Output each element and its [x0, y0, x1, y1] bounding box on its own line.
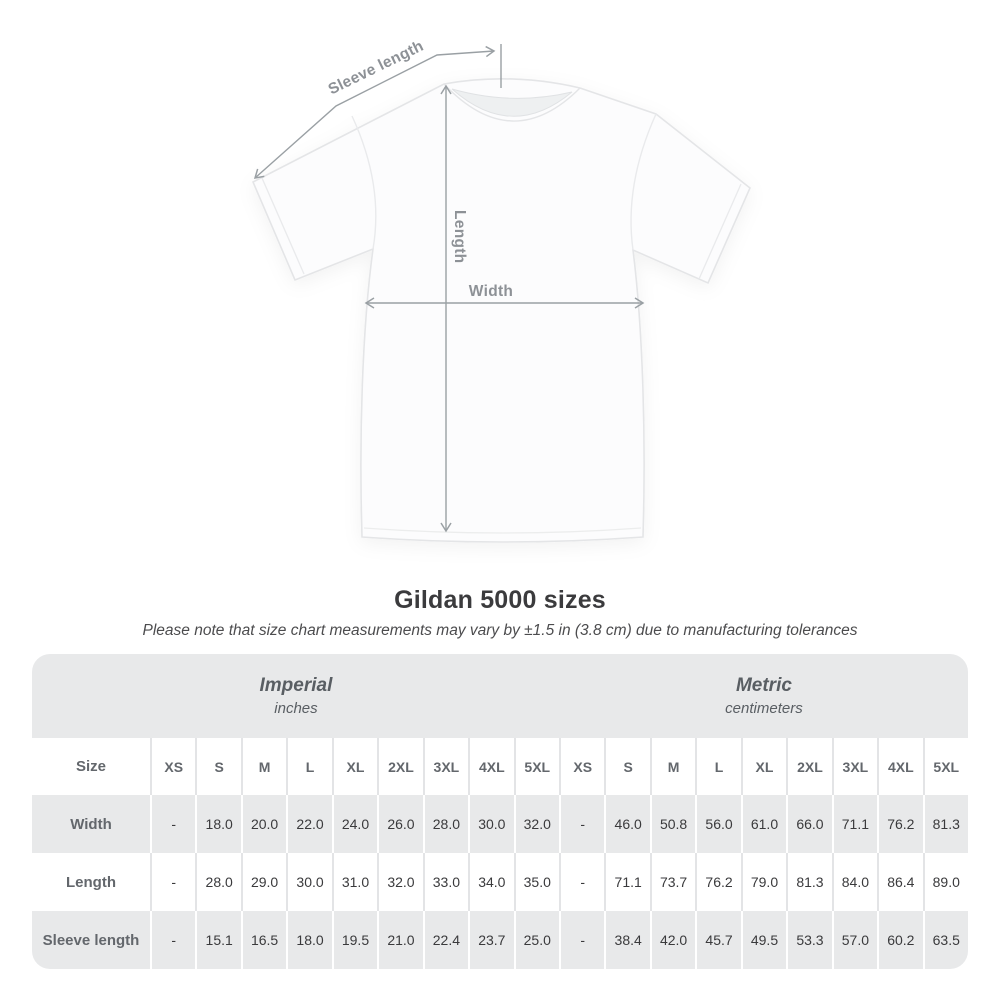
- tshirt-body: [253, 79, 750, 542]
- value-cell: 26.0: [377, 795, 422, 853]
- size-header: Size: [75, 758, 106, 775]
- value-cell: -: [559, 795, 604, 853]
- value-cell: 71.1: [832, 795, 877, 853]
- row-label: Sleeve length: [42, 931, 140, 949]
- value-cell: 81.3: [786, 853, 831, 911]
- value-cell: 63.5: [923, 911, 968, 969]
- value-cell: 34.0: [468, 853, 513, 911]
- metric-unit-label: centimeters: [725, 700, 803, 717]
- value-cell: 76.2: [695, 853, 740, 911]
- value-cell: 57.0: [832, 911, 877, 969]
- size-col-header: M: [650, 738, 695, 795]
- width-row: [32, 795, 968, 853]
- value-cell: 84.0: [832, 853, 877, 911]
- size-table: [32, 654, 968, 969]
- value-cell: 25.0: [514, 911, 559, 969]
- value-cell: 18.0: [286, 911, 331, 969]
- size-col-header: L: [286, 738, 331, 795]
- value-cell: 22.4: [423, 911, 468, 969]
- value-cell: 18.0: [195, 795, 240, 853]
- value-cell: 32.0: [514, 795, 559, 853]
- metric-label: Metric: [735, 675, 792, 696]
- sleeve-length-label: Sleeve length: [325, 37, 427, 99]
- size-col-header: 3XL: [832, 738, 877, 795]
- sleeve-length-row: [32, 911, 968, 969]
- unit-group-band: [32, 654, 968, 738]
- size-col-header: 2XL: [786, 738, 831, 795]
- value-cell: -: [150, 795, 195, 853]
- length-row: [32, 853, 968, 911]
- value-cell: 20.0: [241, 795, 286, 853]
- size-col-header: 2XL: [377, 738, 422, 795]
- value-cell: 81.3: [923, 795, 968, 853]
- size-col-header: S: [195, 738, 240, 795]
- value-cell: 21.0: [377, 911, 422, 969]
- value-cell: 19.5: [332, 911, 377, 969]
- tshirt-illustration: [253, 79, 750, 542]
- imperial-group-header: [32, 654, 560, 738]
- value-cell: 32.0: [377, 853, 422, 911]
- tolerance-note: Please note that size chart measurements may vary by ±1.5 in (3.8 cm) due to manufacturing tolerances: [142, 622, 858, 639]
- value-cell: 30.0: [468, 795, 513, 853]
- value-cell: 76.2: [877, 795, 922, 853]
- row-label: Width: [70, 815, 112, 833]
- value-cell: 22.0: [286, 795, 331, 853]
- value-cell: 71.1: [604, 853, 649, 911]
- value-cell: 31.0: [332, 853, 377, 911]
- metric-group-header: [560, 654, 968, 738]
- size-col-header: 4XL: [468, 738, 513, 795]
- value-cell: 50.8: [650, 795, 695, 853]
- size-col-header: S: [604, 738, 649, 795]
- value-cell: 79.0: [741, 853, 786, 911]
- value-cell: 61.0: [741, 795, 786, 853]
- value-cell: 30.0: [286, 853, 331, 911]
- value-cell: 45.7: [695, 911, 740, 969]
- size-header-row: [32, 738, 968, 795]
- size-col-header: XL: [741, 738, 786, 795]
- value-cell: 35.0: [514, 853, 559, 911]
- length-label: Length: [451, 210, 468, 264]
- value-cell: 42.0: [650, 911, 695, 969]
- value-cell: 86.4: [877, 853, 922, 911]
- value-cell: 28.0: [423, 795, 468, 853]
- page-title: Gildan 5000 sizes: [394, 586, 606, 614]
- value-cell: 15.1: [195, 911, 240, 969]
- value-cell: -: [559, 911, 604, 969]
- value-cell: 16.5: [241, 911, 286, 969]
- imperial-label: Imperial: [259, 675, 333, 696]
- row-label: Length: [66, 873, 116, 891]
- value-cell: 89.0: [923, 853, 968, 911]
- value-cell: 46.0: [604, 795, 649, 853]
- width-label: Width: [468, 283, 514, 300]
- value-cell: 38.4: [604, 911, 649, 969]
- size-col-header: 5XL: [514, 738, 559, 795]
- size-col-header: XS: [559, 738, 604, 795]
- value-cell: 33.0: [423, 853, 468, 911]
- value-cell: 49.5: [741, 911, 786, 969]
- size-col-header: M: [241, 738, 286, 795]
- value-cell: 24.0: [332, 795, 377, 853]
- value-cell: -: [150, 911, 195, 969]
- value-cell: -: [150, 853, 195, 911]
- imperial-unit-label: inches: [274, 700, 318, 717]
- size-col-header: 4XL: [877, 738, 922, 795]
- size-col-header: XL: [332, 738, 377, 795]
- size-col-header: 5XL: [923, 738, 968, 795]
- size-col-header: 3XL: [423, 738, 468, 795]
- value-cell: 66.0: [786, 795, 831, 853]
- value-cell: 53.3: [786, 911, 831, 969]
- value-cell: 60.2: [877, 911, 922, 969]
- value-cell: 73.7: [650, 853, 695, 911]
- value-cell: 56.0: [695, 795, 740, 853]
- value-cell: -: [559, 853, 604, 911]
- size-col-header: XS: [150, 738, 195, 795]
- size-col-header: L: [695, 738, 740, 795]
- value-cell: 28.0: [195, 853, 240, 911]
- value-cell: 29.0: [241, 853, 286, 911]
- value-cell: 23.7: [468, 911, 513, 969]
